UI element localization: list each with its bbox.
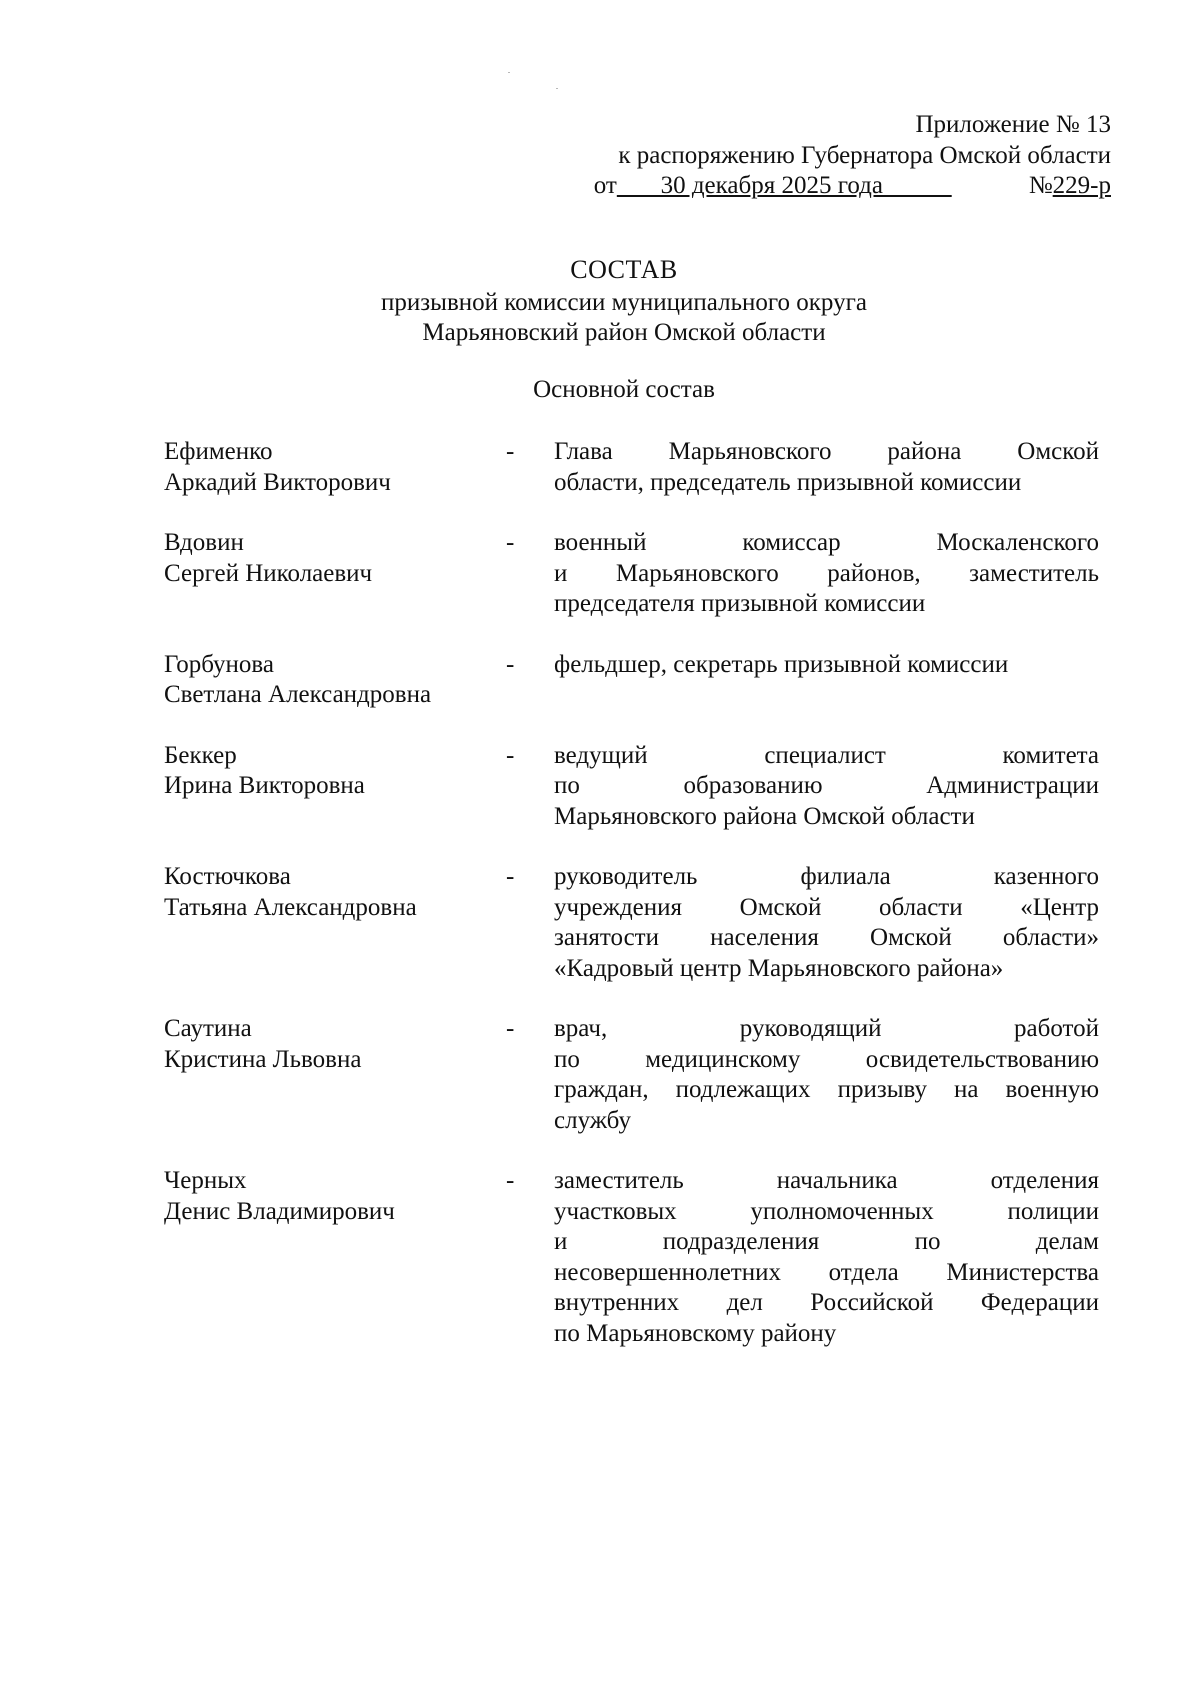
role-line: «Кадровый центр Марьяновского района»: [554, 954, 1004, 982]
member-dash: -: [506, 529, 515, 556]
appendix-reference: [551, 110, 1111, 202]
member-name: [164, 437, 504, 498]
role-line: руководитель филиала казенного: [554, 863, 1099, 890]
member-surname: Ефименко: [164, 438, 273, 465]
member-dash: -: [506, 650, 515, 678]
role-line: граждан, подлежащих призыву на военную: [554, 1076, 1099, 1103]
member-entry: [164, 741, 1114, 833]
member-entry: [164, 1014, 1114, 1136]
scan-speck: [556, 88, 558, 89]
member-name: [164, 650, 504, 711]
member-dash: -: [506, 438, 515, 465]
role-line: службу: [554, 1106, 631, 1134]
member-role: [554, 1166, 1099, 1349]
role-line: несовершеннолетних отдела Министерства: [554, 1258, 1099, 1286]
role-line: по образованию Администрации: [554, 772, 1099, 799]
role-line: по медицинскому освидетельствованию: [554, 1045, 1099, 1073]
member-entry: [164, 862, 1114, 984]
order-date: 30 декабря 2025 года: [616, 172, 952, 199]
role-line: области, председатель призывной комиссии: [554, 468, 1022, 496]
member-given-names: Денис Владимирович: [164, 1197, 395, 1225]
member-entry: [164, 1166, 1114, 1349]
appendix-number: Приложение № 13: [915, 111, 1111, 138]
member-role: [554, 528, 1099, 620]
member-surname: Черных: [164, 1167, 247, 1194]
member-given-names: Аркадий Викторович: [164, 468, 391, 496]
member-dash: -: [506, 863, 515, 890]
member-name: [164, 528, 504, 589]
member-dash: -: [506, 1167, 515, 1194]
role-line: Марьяновского района Омской области: [554, 802, 975, 830]
member-dash: -: [506, 1015, 515, 1042]
role-line: врач, руководящий работой: [554, 1015, 1099, 1042]
role-line: фельдшер, секретарь призывной комиссии: [554, 650, 1009, 678]
member-role: [554, 650, 1099, 681]
member-given-names: Светлана Александровна: [164, 681, 432, 708]
appendix-date-line: [551, 171, 1111, 202]
member-role: [554, 437, 1099, 498]
member-role: [554, 1014, 1099, 1136]
member-entry: [164, 437, 1114, 498]
member-given-names: Татьяна Александровна: [164, 893, 417, 921]
role-line: и Марьяновского районов, заместитель: [554, 559, 1099, 587]
member-entry: [164, 650, 1114, 711]
member-name: [164, 741, 504, 802]
member-given-names: Ирина Викторовна: [164, 772, 365, 799]
role-line: по Марьяновскому району: [554, 1319, 837, 1347]
role-line: ведущий специалист комитета: [554, 741, 1099, 769]
title-main: СОСТАВ: [570, 255, 678, 284]
scan-speck: [508, 72, 510, 73]
member-role: [554, 741, 1099, 833]
role-line: заместитель начальника отделения: [554, 1167, 1099, 1194]
member-given-names: Кристина Львовна: [164, 1045, 362, 1073]
member-role: [554, 862, 1099, 984]
member-surname: Костючкова: [164, 863, 291, 890]
members-list: [164, 437, 1114, 1379]
member-name: [164, 1014, 504, 1075]
role-line: занятости населения Омской области»: [554, 924, 1099, 951]
member-surname: Саутина: [164, 1015, 252, 1042]
role-line: председателя призывной комиссии: [554, 590, 926, 617]
document-title: [0, 255, 1200, 349]
role-line: военный комиссар Москаленского: [554, 529, 1099, 556]
order-number: 229-р: [1052, 172, 1111, 199]
role-line: внутренних дел Российской Федерации: [554, 1289, 1099, 1316]
role-line: и подразделения по делам: [554, 1228, 1099, 1255]
member-surname: Беккер: [164, 741, 237, 769]
member-surname: Вдовин: [164, 529, 244, 556]
member-entry: [164, 528, 1114, 620]
role-line: участковых уполномоченных полиции: [554, 1197, 1099, 1225]
date-prefix: от: [593, 172, 617, 199]
member-given-names: Сергей Николаевич: [164, 559, 373, 587]
order-number-label: №: [1028, 172, 1053, 199]
member-name: [164, 1166, 504, 1227]
title-line-3: Марьяновский район Омской области: [422, 319, 826, 346]
subsection-heading: Основной состав: [533, 376, 715, 403]
member-dash: -: [506, 741, 515, 769]
role-line: Глава Марьяновского района Омской: [554, 438, 1099, 465]
member-surname: Горбунова: [164, 650, 274, 678]
appendix-order-reference: к распоряжению Губернатора Омской области: [618, 141, 1111, 169]
member-name: [164, 862, 504, 923]
role-line: учреждения Омской области «Центр: [554, 893, 1099, 921]
title-line-2: призывной комиссии муниципального округа: [381, 288, 867, 316]
